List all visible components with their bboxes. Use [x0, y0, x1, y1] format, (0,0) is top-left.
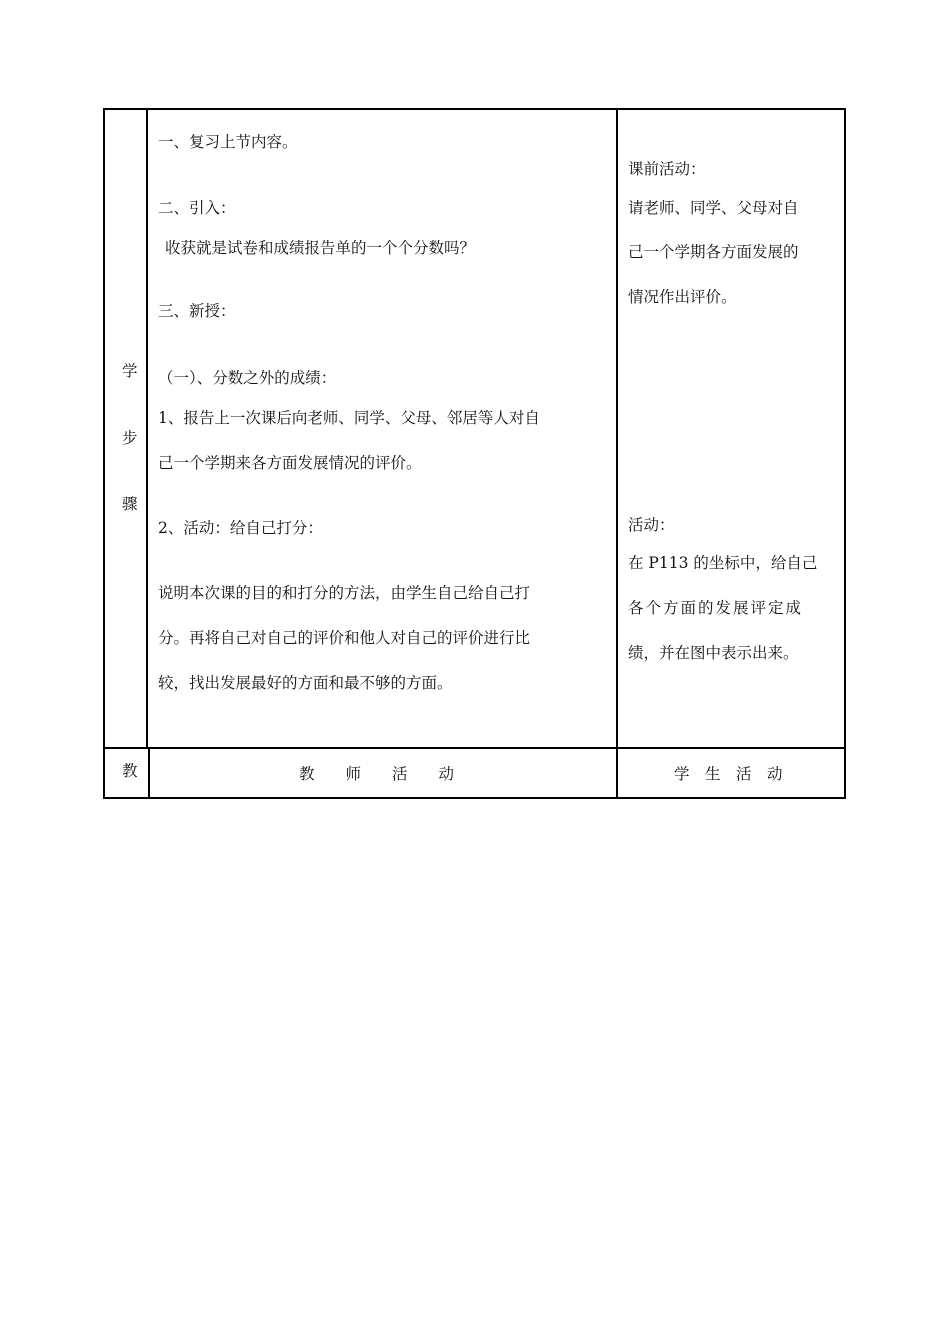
- student-act-heading: 活动：: [628, 516, 675, 534]
- teacher-review: 一、复习上节内容。: [158, 133, 298, 151]
- label-char-jiao: 教: [122, 762, 138, 780]
- left-column-divider: [146, 109, 148, 749]
- teacher-item2: 2、活动：给自己打分：: [158, 519, 323, 537]
- footer-row-divider: [104, 747, 845, 749]
- teacher-explain-line2: 分。再将自己对自己的评价和他人对自己的评价进行比: [158, 629, 531, 647]
- student-pre-heading: 课前活动：: [628, 160, 706, 178]
- student-pre-line3: 情况作出评价。: [628, 288, 737, 306]
- student-act-line2: 各个方面的发展评定成: [628, 599, 804, 617]
- teacher-sub-heading: （一）、分数之外的成绩：: [158, 369, 337, 387]
- student-act-line3: 绩，并在图中表示出来。: [628, 644, 799, 662]
- label-char-zhou: 骤: [122, 495, 138, 513]
- footer-student-activity: 学 生 活 动: [674, 765, 783, 783]
- label-char-xue: 学: [122, 362, 138, 380]
- teacher-new-heading: 三、新授：: [158, 302, 236, 320]
- student-pre-line2: 己一个学期各方面发展的: [628, 243, 799, 261]
- label-char-bu: 步: [122, 429, 138, 447]
- right-column-divider: [616, 109, 618, 798]
- teacher-item1-line2: 己一个学期来各方面发展情况的评价。: [158, 454, 422, 472]
- teacher-explain-line3: 较，找出发展最好的方面和最不够的方面。: [158, 674, 453, 692]
- student-act-line1: 在 P113 的坐标中，给自己: [628, 554, 818, 572]
- student-pre-line1: 请老师、同学、父母对自: [628, 199, 799, 217]
- teacher-intro-heading: 二、引入：: [158, 199, 236, 217]
- teacher-item1-line1: 1、报告上一次课后向老师、同学、父母、邻居等人对自: [158, 409, 540, 427]
- footer-teacher-activity: 教 师 活 动: [299, 765, 455, 783]
- teacher-intro-question: 收获就是试卷和成绩报告单的一个个分数吗？: [165, 239, 476, 257]
- teacher-explain-line1: 说明本次课的目的和打分的方法，由学生自己给自己打: [158, 584, 531, 602]
- footer-left-divider: [148, 749, 150, 798]
